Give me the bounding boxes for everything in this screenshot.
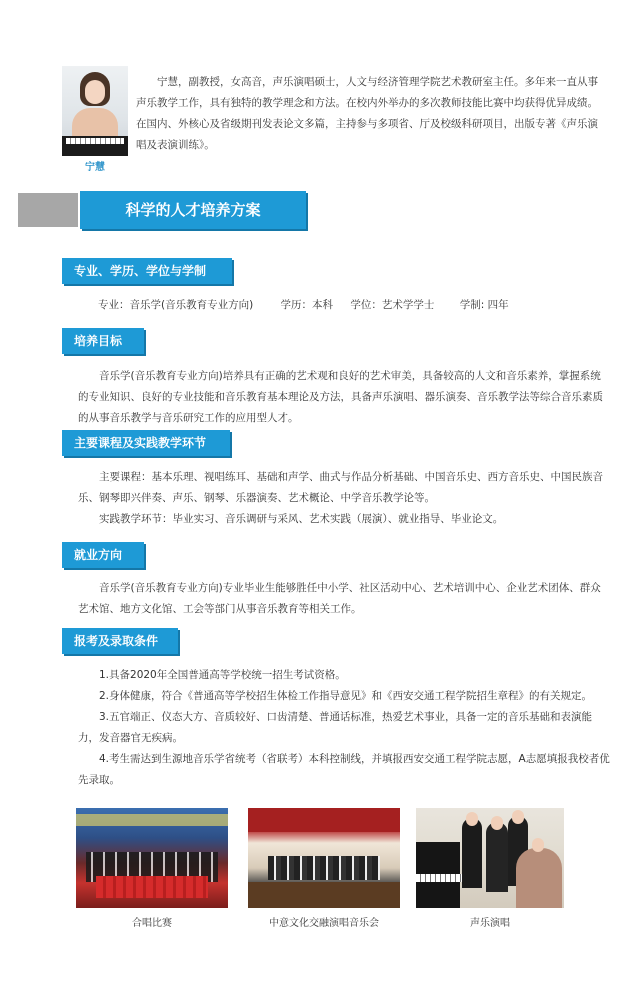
major-field: 专业：音乐学(音乐教育专业方向)	[98, 299, 254, 311]
major-info	[98, 295, 630, 316]
profile-photo	[62, 66, 128, 156]
profile-name: 宁慧	[85, 162, 105, 173]
practice-text: 实践教学环节：毕业实习、音乐调研与采风、艺术实践（展演）、就业指导、毕业论文。	[99, 513, 504, 525]
duration-field: 学制: 四年	[459, 299, 509, 311]
main-header-decoration	[18, 193, 78, 227]
admission-item: 1.具备2020年全国普通高等学校统一招生考试资格。	[99, 669, 346, 681]
education-field: 学历：本科	[280, 299, 334, 311]
main-section-title: 科学的人才培养方案	[80, 191, 306, 229]
degree-field: 学位：艺术学学士	[350, 299, 435, 311]
photo-caption: 中意文化交融演唱音乐会	[269, 918, 379, 929]
section-title-career: 就业方向	[62, 542, 144, 568]
section-title-admission: 报考及录取条件	[62, 628, 178, 654]
career-text: 音乐学(音乐教育专业方向)专业毕业生能够胜任中小学、社区活动中心、艺术培训中心、企业艺术团体、群众艺术馆、地方文化馆、工会等部门从事音乐教育等相关工作。	[78, 582, 601, 615]
photo-choir-contest	[76, 808, 228, 908]
goals-text: 音乐学(音乐教育专业方向)培养具有正确的艺术观和良好的艺术审美，具备较高的人文和音乐素养，掌握系统的专业知识、良好的专业技能和音乐教育基本理论及方法，具备声乐演唱、器乐演奏、音乐教学法等综合音乐素质的从事音乐教学与音乐研究工作的应用型人才。	[78, 370, 603, 424]
section-title-goals: 培养目标	[62, 328, 144, 354]
main-courses-text: 主要课程：基本乐理、视唱练耳、基础和声学、曲式与作品分析基础、中国音乐史、西方音乐史、中国民族音乐、钢琴即兴伴奏、声乐、钢琴、乐器演奏、艺术概论、中学音乐教学论等。	[78, 471, 603, 504]
profile-bio: 宁慧，副教授，女高音，声乐演唱硕士，人文与经济管理学院艺术教研室主任。多年来一直从事声乐教学工作，具有独特的教学理念和方法。在校内外举办的多次教师技能比赛中均获得优异成绩。在国内、外核心及省级期刊发表论文多篇，主持参与多项省、厅及校级科研项目，出版专著《声乐演唱及表演训练》。	[136, 76, 598, 151]
photo-caption: 声乐演唱	[470, 918, 510, 929]
photo-concert	[248, 808, 400, 908]
admission-item: 2.身体健康，符合《普通高等学校招生体检工作指导意见》和《西安交通工程学院招生章程》的有关规定。	[99, 690, 593, 702]
admission-item: 3.五官端正、仪态大方、音质较好、口齿清楚、普通话标准，热爱艺术事业，具备一定的音乐基础和表演能力，发音器官无疾病。	[78, 711, 593, 744]
admission-list	[78, 665, 610, 791]
section-title-courses: 主要课程及实践教学环节	[62, 430, 230, 456]
photo-caption: 合唱比赛	[132, 918, 172, 929]
photo-vocal-performance	[416, 808, 564, 908]
admission-item: 4.考生需达到生源地音乐学省统考（省联考）本科控制线，并填报西安交通工程学院志愿，A志愿填报我校者优先录取。	[78, 753, 610, 786]
section-title-major: 专业、学历、学位与学制	[62, 258, 232, 284]
